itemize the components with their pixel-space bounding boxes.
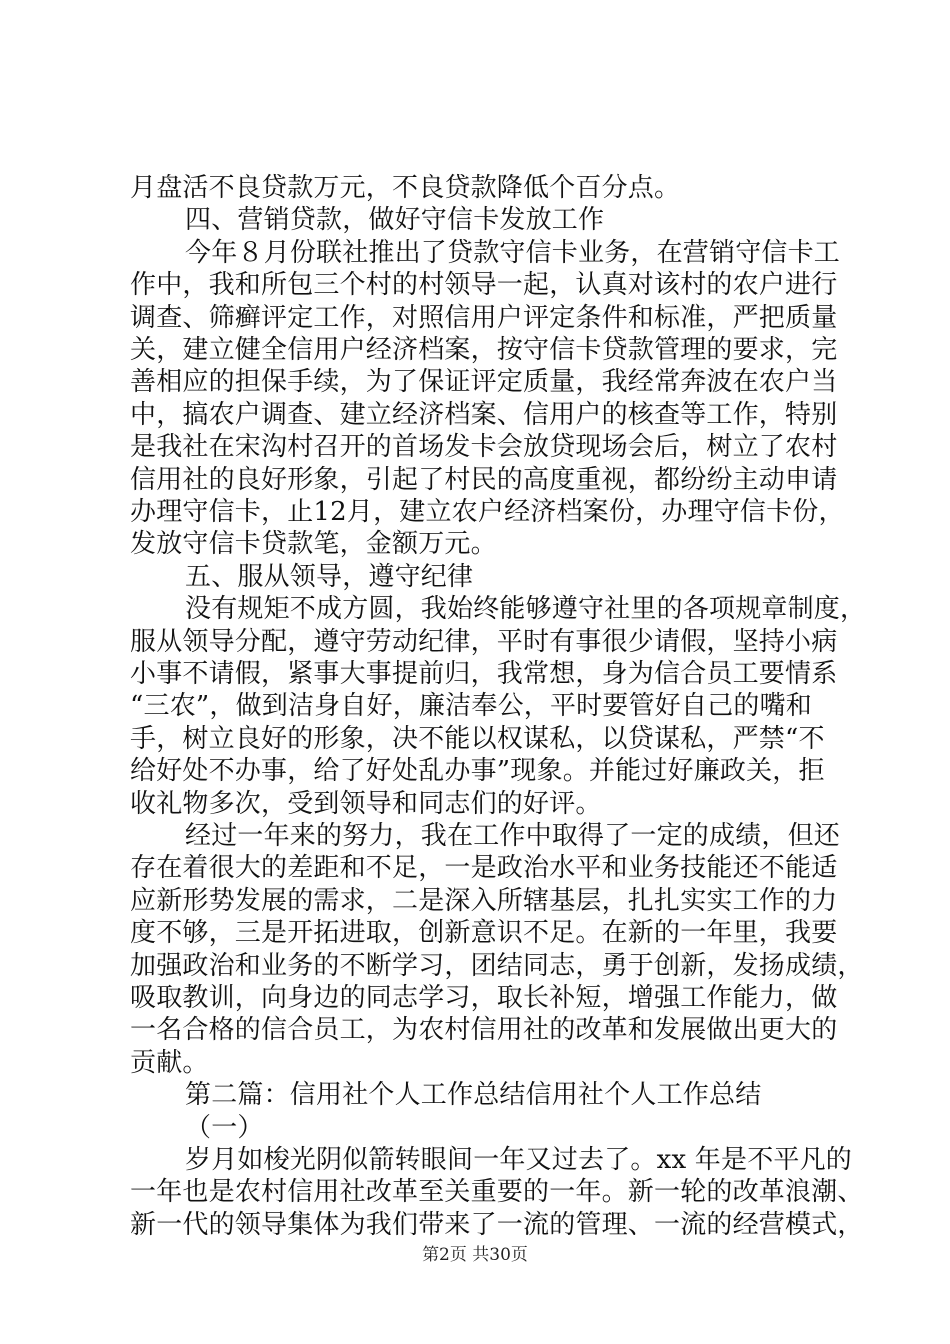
text-line: 小事不请假，紧事大事提前归，我常想，身为信合员工要情系: [130, 659, 838, 689]
section-heading: 四、营销贷款，做好守信卡发放工作: [185, 205, 605, 236]
text-line: 给好处不办事，给了好处乱办事”现象。并能过好廉政关，拒: [130, 756, 825, 787]
subsection-label: （一）: [185, 1112, 264, 1143]
text-line: 新一代的领导集体为我们带来了一流的管理、一流的经营模式，: [130, 1209, 864, 1240]
text-line: 加强政治和业务的不断学习，团结同志，勇于创新，发扬成绩，: [130, 950, 864, 981]
text-line: 发放守信卡贷款笔，金额万元。: [130, 529, 497, 560]
text-line: 吸取教训，向身边的同志学习，取长补短，增强工作能力，做: [130, 983, 838, 1013]
text-line: 没有规矩不成方圆，我始终能够遵守社里的各项规章制度，: [185, 594, 867, 625]
text-line: 一名合格的信合员工，为农村信用社的改革和发展做出更大的: [130, 1015, 838, 1046]
text-line: 贡献。: [130, 1047, 209, 1078]
page-number-footer: 第2页 共30页: [422, 1245, 528, 1265]
text-line: 存在着很大的差距和不足，一是政治水平和业务技能还不能适: [130, 853, 838, 884]
text-line: 关，建立健全信用户经济档案，按守信卡贷款管理的要求，完: [130, 335, 838, 365]
text-line: 一年也是农村信用社改革至关重要的一年。新一轮的改革浪潮、: [130, 1177, 864, 1208]
text-line: 善相应的担保手续，为了保证评定质量，我经常奔波在农户当: [130, 367, 838, 398]
text-line: 信用社的良好形象，引起了村民的高度重视，都纷纷主动申请: [130, 464, 838, 495]
text-line: 经过一年来的努力，我在工作中取得了一定的成绩，但还: [185, 821, 841, 851]
text-line: 应新形势发展的需求，二是深入所辖基层，扎扎实实工作的力: [130, 885, 838, 916]
text-line: 作中，我和所包三个村的村领导一起，认真对该村的农户进行: [130, 270, 838, 301]
text-line: 月盘活不良贷款万元，不良贷款降低个百分点。: [130, 173, 681, 203]
text-line: 今年８月份联社推出了贷款守信卡业务，在营销守信卡工: [185, 237, 841, 268]
text-line: 是我社在宋沟村召开的首场发卡会放贷现场会后，树立了农村: [130, 432, 838, 463]
text-line: 岁月如梭光阴似箭转眼间一年又过去了。xx 年是不平凡的: [185, 1145, 852, 1175]
chapter-heading: 第二篇：信用社个人工作总结信用社个人工作总结: [185, 1080, 762, 1111]
text-line: 服从领导分配，遵守劳动纪律，平时有事很少请假，坚持小病: [130, 626, 838, 657]
text-line: 手，树立良好的形象，决不能以权谋私，以贷谋私，严禁“不: [130, 723, 825, 754]
text-line: “三农”，做到洁身自好，廉洁奉公，平时要管好自己的嘴和: [130, 691, 812, 722]
text-line: 收礼物多次，受到领导和同志们的好评。: [130, 788, 602, 819]
text-line: 调查、筛癣评定工作，对照信用户评定条件和标准，严把质量: [130, 302, 838, 333]
section-heading: 五、服从领导，遵守纪律: [185, 561, 474, 592]
text-line: 办理守信卡，止12月，建立农户经济档案份，办理守信卡份，: [130, 497, 845, 527]
text-line: 中，搞农户调查、建立经济档案、信用户的核查等工作，特别: [130, 399, 838, 430]
text-line: 度不够，三是开拓进取，创新意识不足。在新的一年里，我要: [130, 918, 838, 949]
